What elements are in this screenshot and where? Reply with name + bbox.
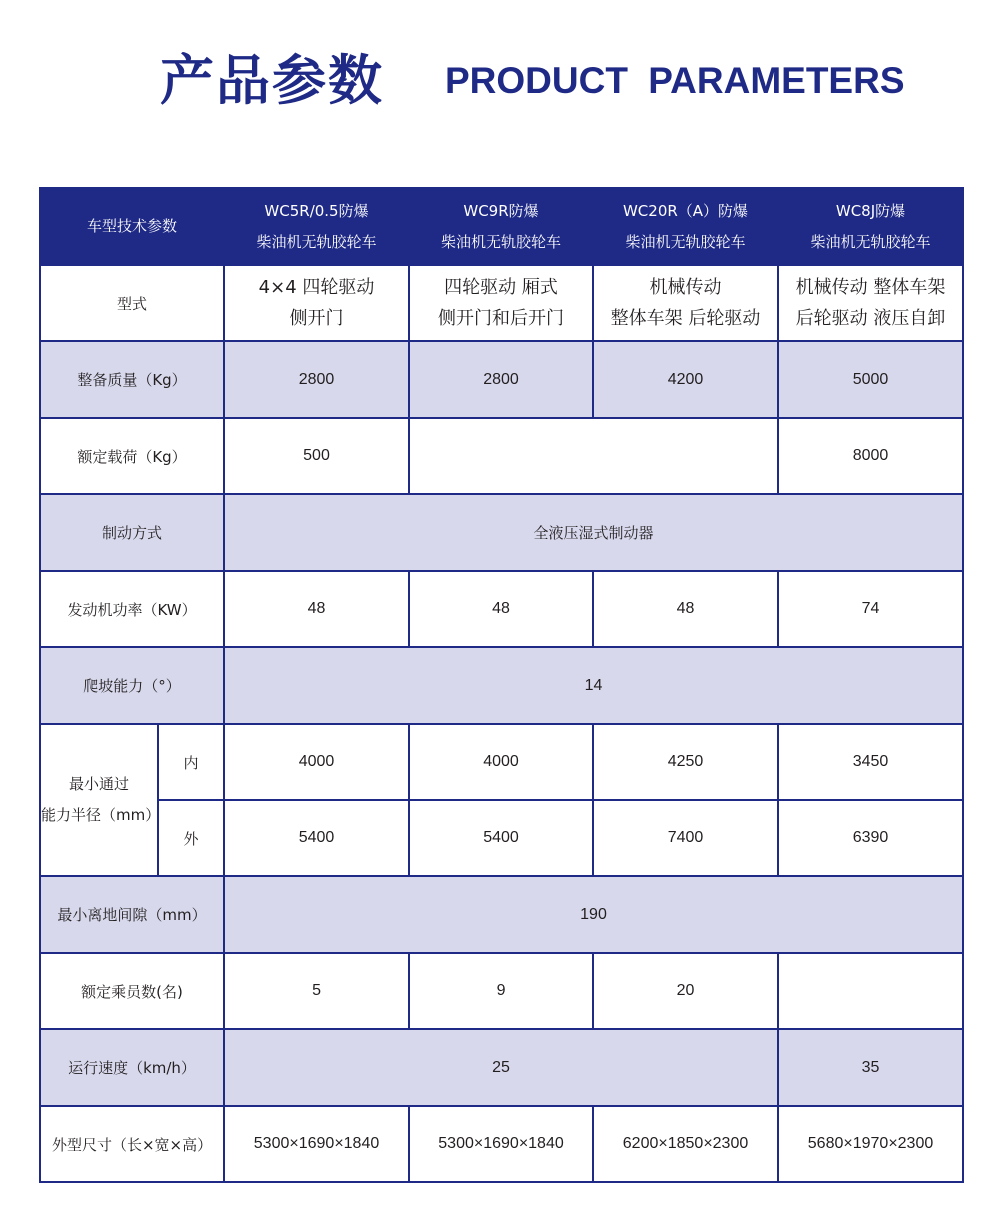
passengers-value-2: 9 bbox=[409, 953, 593, 1029]
dimensions-value-2: 5300×1690×1840 bbox=[409, 1106, 593, 1182]
rated-load-value-2-3 bbox=[409, 418, 778, 494]
type-value-4 bbox=[778, 265, 963, 341]
header-model-1 bbox=[224, 188, 409, 265]
speed-label: 运行速度（km/h） bbox=[40, 1029, 224, 1106]
dimensions-value-4: 5680×1970×2300 bbox=[778, 1106, 963, 1182]
product-parameters-table bbox=[39, 187, 964, 1183]
row-turning-outer bbox=[40, 800, 963, 876]
header-model-4 bbox=[778, 188, 963, 265]
row-curb-weight bbox=[40, 341, 963, 418]
passengers-label: 额定乘员数(名) bbox=[40, 953, 224, 1029]
ground-clearance-label: 最小离地间隙（mm） bbox=[40, 876, 224, 953]
turning-inner-value-2: 4000 bbox=[409, 724, 593, 800]
braking-value: 全液压湿式制动器 bbox=[224, 494, 963, 571]
turning-outer-value-2: 5400 bbox=[409, 800, 593, 876]
type-value-3-line2: 整体车架 后轮驱动 bbox=[610, 308, 761, 329]
row-dimensions bbox=[40, 1106, 963, 1182]
header-model-1-line1: WC5R/0.5防爆 bbox=[264, 201, 369, 220]
curb-weight-value-3: 4200 bbox=[593, 341, 778, 418]
row-engine-power bbox=[40, 571, 963, 647]
page-title-en: PRODUCT PARAMETERS bbox=[445, 60, 905, 101]
header-model-2-line1: WC9R防爆 bbox=[463, 201, 539, 220]
engine-power-value-4: 74 bbox=[778, 571, 963, 647]
header-model-1-line2: 柴油机无轨胶轮车 bbox=[256, 232, 377, 251]
turning-inner-value-1: 4000 bbox=[224, 724, 409, 800]
type-value-3-line1: 机械传动 bbox=[649, 277, 722, 298]
type-value-2-line1: 四轮驱动 厢式 bbox=[444, 277, 558, 298]
row-climbing bbox=[40, 647, 963, 724]
turning-radius-label-line2: 能力半径（mm） bbox=[41, 806, 161, 824]
row-speed bbox=[40, 1029, 963, 1106]
turning-outer-value-4: 6390 bbox=[778, 800, 963, 876]
header-model-3 bbox=[593, 188, 778, 265]
turning-inner-value-3: 4250 bbox=[593, 724, 778, 800]
header-model-3-line2: 柴油机无轨胶轮车 bbox=[625, 232, 746, 251]
turning-outer-value-1: 5400 bbox=[224, 800, 409, 876]
curb-weight-value-2: 2800 bbox=[409, 341, 593, 418]
row-type bbox=[40, 265, 963, 341]
type-value-1 bbox=[224, 265, 409, 341]
row-rated-load bbox=[40, 418, 963, 494]
page-title-cn: 产品参数 bbox=[160, 49, 384, 112]
curb-weight-value-1: 2800 bbox=[224, 341, 409, 418]
engine-power-label: 发动机功率（KW） bbox=[40, 571, 224, 647]
turning-inner-label: 内 bbox=[158, 724, 224, 800]
rated-load-value-4: 8000 bbox=[778, 418, 963, 494]
header-model-4-line2: 柴油机无轨胶轮车 bbox=[810, 232, 931, 251]
braking-label: 制动方式 bbox=[40, 494, 224, 571]
header-model-2 bbox=[409, 188, 593, 265]
row-turning-inner bbox=[40, 724, 963, 800]
header-model-2-line2: 柴油机无轨胶轮车 bbox=[441, 232, 562, 251]
speed-value-4: 35 bbox=[778, 1029, 963, 1106]
type-value-1-line2: 侧开门 bbox=[289, 308, 344, 329]
climbing-label: 爬坡能力（°） bbox=[40, 647, 224, 724]
header-model-3-line1: WC20R（A）防爆 bbox=[622, 201, 749, 220]
dimensions-value-3: 6200×1850×2300 bbox=[593, 1106, 778, 1182]
speed-value-1-3: 25 bbox=[224, 1029, 778, 1106]
dimensions-value-1: 5300×1690×1840 bbox=[224, 1106, 409, 1182]
turning-radius-label-line1: 最小通过 bbox=[68, 775, 129, 793]
type-value-4-line1: 机械传动 整体车架 bbox=[795, 277, 946, 298]
row-ground-clearance bbox=[40, 876, 963, 953]
type-value-2 bbox=[409, 265, 593, 341]
type-value-4-line2: 后轮驱动 液压自卸 bbox=[795, 308, 946, 329]
passengers-value-4 bbox=[778, 953, 963, 1029]
row-braking bbox=[40, 494, 963, 571]
dimensions-label: 外型尺寸（长×宽×高） bbox=[40, 1106, 224, 1182]
turning-outer-value-3: 7400 bbox=[593, 800, 778, 876]
rated-load-label: 额定载荷（Kg） bbox=[40, 418, 224, 494]
passengers-value-3: 20 bbox=[593, 953, 778, 1029]
curb-weight-value-4: 5000 bbox=[778, 341, 963, 418]
curb-weight-label: 整备质量（Kg） bbox=[40, 341, 224, 418]
header-row bbox=[40, 188, 963, 265]
engine-power-value-3: 48 bbox=[593, 571, 778, 647]
ground-clearance-value: 190 bbox=[224, 876, 963, 953]
turning-outer-label: 外 bbox=[158, 800, 224, 876]
climbing-value: 14 bbox=[224, 647, 963, 724]
turning-radius-label bbox=[40, 724, 161, 876]
engine-power-value-2: 48 bbox=[409, 571, 593, 647]
row-passengers bbox=[40, 953, 963, 1029]
type-value-2-line2: 侧开门和后开门 bbox=[438, 308, 565, 329]
header-model-4-line1: WC8J防爆 bbox=[835, 201, 906, 220]
type-value-3 bbox=[593, 265, 778, 341]
turning-inner-value-4: 3450 bbox=[778, 724, 963, 800]
passengers-value-1: 5 bbox=[224, 953, 409, 1029]
header-param: 车型技术参数 bbox=[40, 188, 224, 265]
type-value-1-line1: 4×4 四轮驱动 bbox=[258, 277, 375, 298]
rated-load-value-1: 500 bbox=[224, 418, 409, 494]
type-label: 型式 bbox=[40, 265, 224, 341]
engine-power-value-1: 48 bbox=[224, 571, 409, 647]
